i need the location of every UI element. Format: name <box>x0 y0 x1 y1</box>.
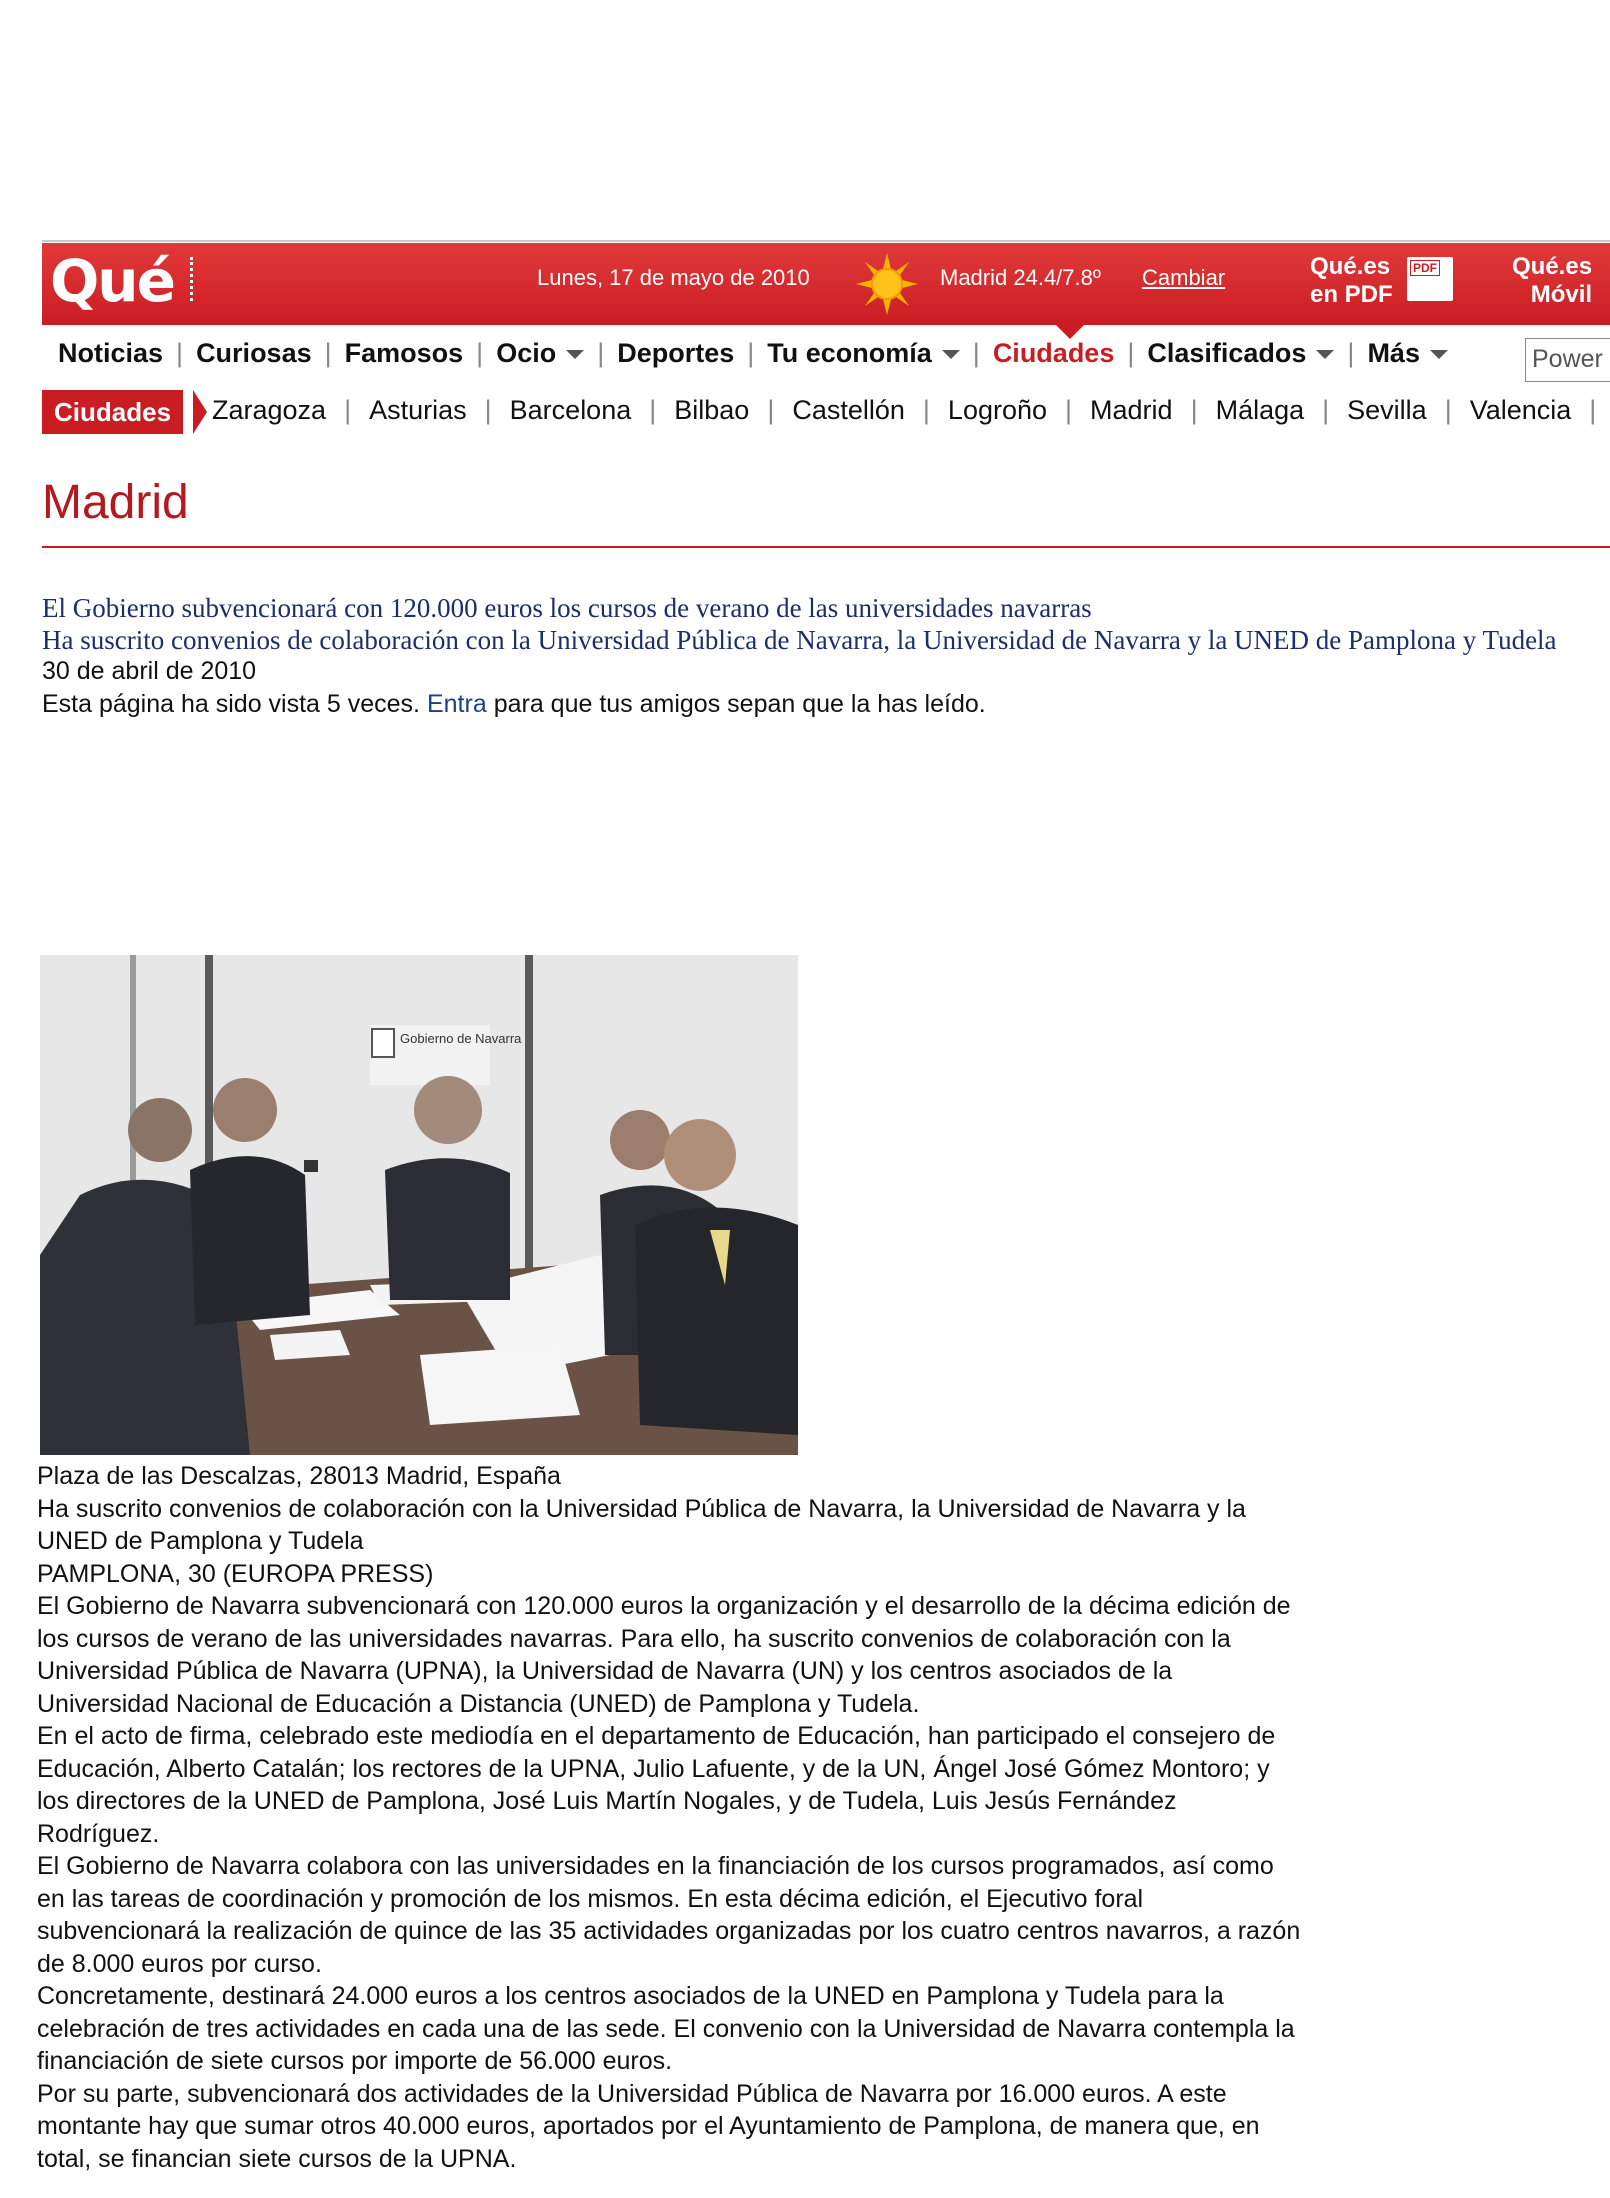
nav-separator: | <box>324 338 332 368</box>
city-separator: | <box>922 395 930 425</box>
city-separator: | <box>649 395 657 425</box>
change-city-link[interactable]: Cambiar <box>1142 265 1226 290</box>
section-title: Madrid <box>42 476 189 529</box>
nav-item-tu-economia-label: Tu economía <box>767 338 932 368</box>
nav-item-mas[interactable] <box>1367 338 1448 369</box>
city-link-asturias[interactable]: Asturias <box>369 395 467 425</box>
city-separator: | <box>1065 395 1073 425</box>
nav-separator: | <box>1127 338 1135 368</box>
chevron-down-icon <box>566 350 584 359</box>
nav-separator: | <box>972 338 980 368</box>
chevron-down-icon <box>1316 350 1334 359</box>
chevron-down-icon <box>942 350 960 359</box>
nav-separator: | <box>597 338 605 368</box>
mobile-link-line1: Qué.es <box>1512 253 1593 280</box>
pdf-link-line2: en PDF <box>1310 281 1393 308</box>
mobile-edition-link[interactable] <box>1512 253 1592 309</box>
view-counter-text: Esta página ha sido vista 5 veces. <box>42 690 421 718</box>
city-nav-label[interactable]: Ciudades <box>42 390 183 434</box>
city-separator: | <box>1190 395 1198 425</box>
article-paragraph: Concretamente, destinará 24.000 euros a los centros asociados de la UNED en Pamplona y Tudela para la celebración de tres actividades en cada una de las sede. El convenio con la Universidad de Navarra contempla la financiación de siete cursos por importe de 56.000 euros. <box>37 1982 1295 2075</box>
pdf-icon-label: PDF <box>1410 260 1440 276</box>
city-link-bilbao[interactable]: Bilbao <box>674 395 750 425</box>
sun-icon <box>854 251 920 317</box>
view-counter-text-after: para que tus amigos sepan que la has leído. <box>493 690 986 718</box>
article-subheadline: Ha suscrito convenios de colaboración con la Universidad Pública de Navarra, la Universidad de Navarra y la UNED de Pamplona y Tudela <box>42 625 1557 655</box>
city-separator: | <box>344 395 352 425</box>
city-link-sevilla[interactable]: Sevilla <box>1347 395 1427 425</box>
article-photo <box>40 955 798 1455</box>
article-dateline: PAMPLONA, 30 (EUROPA PRESS) <box>37 1559 434 1588</box>
nav-item-ocio[interactable] <box>496 338 584 369</box>
active-section-pointer <box>1056 325 1084 339</box>
article-headline[interactable]: El Gobierno subvencionará con 120.000 euros los cursos de verano de las universidades navarras <box>42 593 1092 623</box>
article-summary: Ha suscrito convenios de colaboración con la Universidad Pública de Navarra, la Universidad de Navarra y la UNED de Pamplona y Tudela <box>37 1494 1246 1555</box>
article-paragraph: En el acto de firma, celebrado este mediodía en el departamento de Educación, han participado el consejero de Educación, Alberto Catalán; los rectores de la UPNA, Julio Lafuente, y de la UN, Ángel José Gómez Montoro; y los directores de la UNED de Pamplona, José Luis Martín Nogales, y de Tudela, Luis Jesús Fernández Rodríguez. <box>37 1722 1276 1848</box>
article-location: Plaza de las Descalzas, 28013 Madrid, España <box>37 1462 561 1490</box>
nav-separator: | <box>747 338 755 368</box>
nav-item-curiosas[interactable]: Curiosas <box>196 338 312 368</box>
nav-item-clasificados-label: Clasificados <box>1147 338 1307 368</box>
city-separator: | <box>1444 395 1452 425</box>
city-link-castellon[interactable]: Castellón <box>792 395 905 425</box>
article-body <box>37 1460 1437 2175</box>
site-logo[interactable]: Qué <box>50 247 174 315</box>
logo-mark-icon <box>190 257 201 301</box>
login-link[interactable]: Entra <box>426 690 487 718</box>
view-counter <box>42 690 986 719</box>
article-paragraph: El Gobierno de Navarra subvencionará con 120.000 euros la organización y el desarrollo de la décima edición de los cursos de verano de las universidades navarras. Para ello, ha suscrito convenios de colaboración con la Universidad Pública de Navarra (UPNA), la Universidad de Navarra (UN) y los centros asociados de la Universidad Nacional de Educación a Distancia (UNED) de Pamplona y Tudela. <box>37 1592 1291 1718</box>
search-input[interactable]: Power <box>1525 338 1610 382</box>
site-header <box>42 243 1610 325</box>
section-divider <box>42 546 1610 548</box>
nav-item-famosos[interactable]: Famosos <box>344 338 464 368</box>
city-link-barcelona[interactable]: Barcelona <box>509 395 632 425</box>
city-link-malaga[interactable]: Málaga <box>1215 395 1305 425</box>
mobile-link-line2: Móvil <box>1530 281 1593 308</box>
nav-item-ciudades[interactable]: Ciudades <box>992 338 1115 368</box>
nav-separator: | <box>176 338 184 368</box>
city-separator: | <box>1589 395 1597 425</box>
city-separator: | <box>767 395 775 425</box>
article-date: 30 de abril de 2010 <box>42 657 257 685</box>
nav-item-clasificados[interactable] <box>1147 338 1334 369</box>
city-separator: | <box>484 395 492 425</box>
nav-item-tu-economia[interactable] <box>767 338 960 369</box>
chevron-down-icon <box>1430 350 1448 359</box>
city-separator: | <box>1322 395 1330 425</box>
city-link-logrono[interactable]: Logroño <box>947 395 1048 425</box>
pdf-link-line1: Qué.es <box>1310 253 1391 280</box>
header-top-line <box>42 240 1610 242</box>
main-nav <box>58 338 1448 369</box>
photo-sign-text: Gobierno de Navarra <box>400 1031 522 1046</box>
city-link-zaragoza[interactable]: Zaragoza <box>212 395 327 425</box>
nav-separator: | <box>1347 338 1355 368</box>
article-paragraph: Por su parte, subvencionará dos actividades de la Universidad Pública de Navarra por 16.000 euros. A este montante hay que sumar otros 40.000 euros, aportados por el Ayuntamiento de Pamplona, de manera que, en total, se financian siete cursos de la UPNA. <box>37 2079 1260 2173</box>
nav-separator: | <box>476 338 484 368</box>
pdf-edition-link[interactable] <box>1310 253 1393 309</box>
nav-item-ocio-label: Ocio <box>496 338 557 368</box>
city-link-madrid[interactable]: Madrid <box>1090 395 1173 425</box>
nav-item-mas-label: Más <box>1367 338 1420 368</box>
nav-item-deportes[interactable]: Deportes <box>617 338 735 368</box>
city-link-valencia[interactable]: Valencia <box>1469 395 1572 425</box>
article-paragraph: El Gobierno de Navarra colabora con las universidades en la financiación de los cursos programados, así como en las tareas de coordinación y promoción de los mismos. En esta décima edición, el Ejecutivo foral subvencionará la realización de quince de las 35 actividades organizadas por los cuatro centros navarros, a razón de 8.000 euros por curso. <box>37 1852 1301 1978</box>
nav-item-noticias[interactable]: Noticias <box>58 338 164 368</box>
city-nav <box>212 395 1610 426</box>
city-nav-arrow <box>193 390 207 434</box>
weather-readout: Madrid 24.4/7.8º <box>940 265 1101 290</box>
current-date: Lunes, 17 de mayo de 2010 <box>537 265 810 290</box>
pdf-icon[interactable] <box>1407 257 1453 301</box>
